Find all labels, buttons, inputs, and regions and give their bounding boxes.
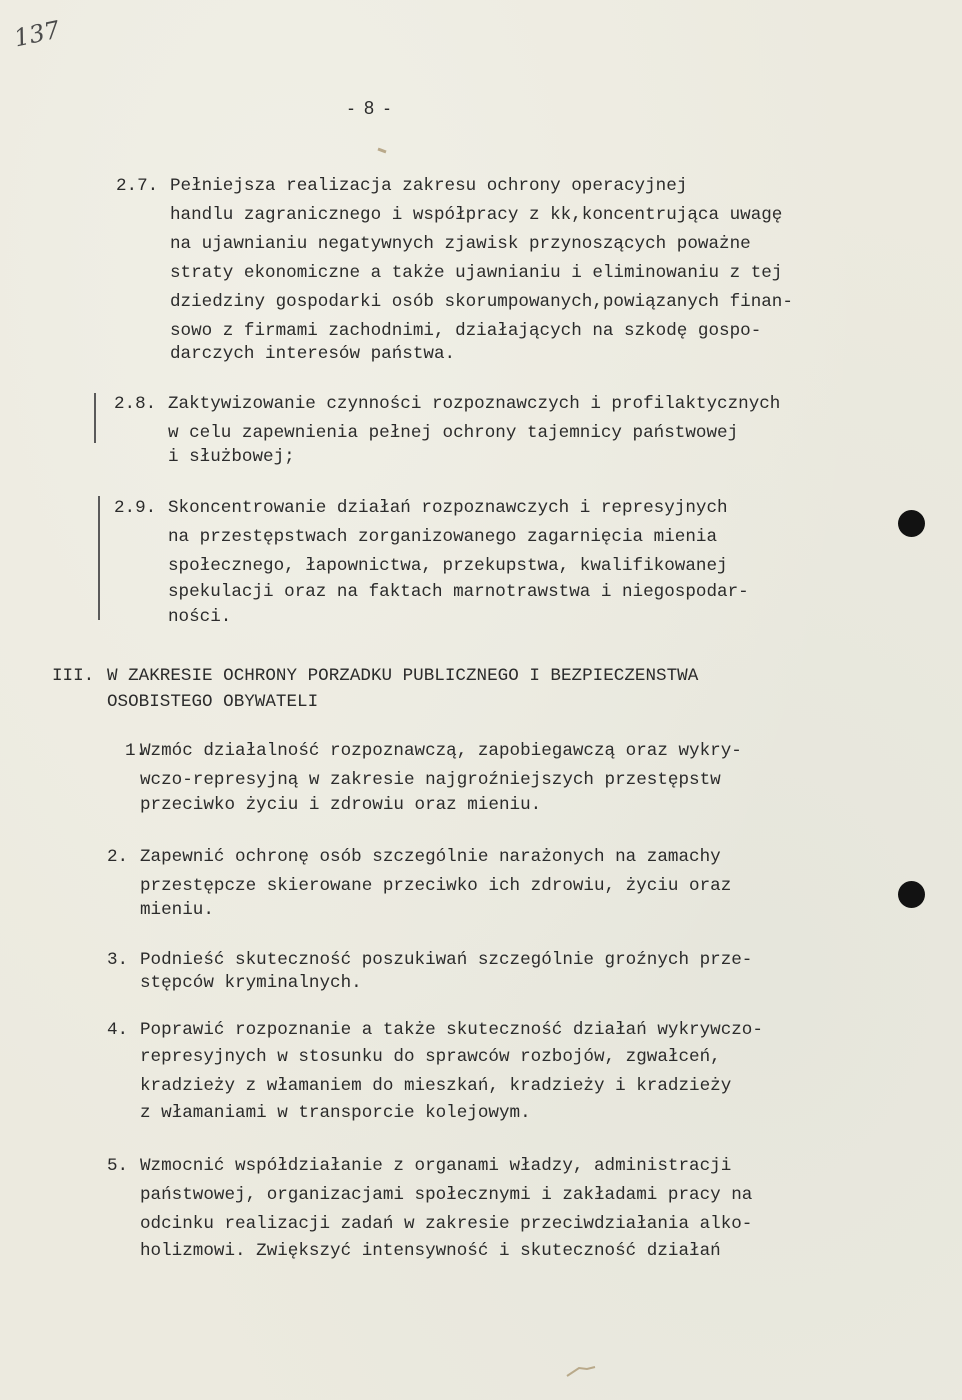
text-line: państwowej, organizacjami społecznymi i zakładami pracy na: [140, 1185, 753, 1205]
text-line: Podnieść skuteczność poszukiwań szczególnie groźnych prze-: [140, 950, 753, 970]
text-line: straty ekonomiczne a także ujawnianiu i eliminowaniu z tej: [170, 263, 783, 283]
item-number: 2.9.: [114, 498, 157, 518]
text-line: przestępcze skierowane przeciwko ich zdrowiu, życiu oraz: [140, 876, 732, 896]
text-line: z włamaniami w transporcie kolejowym.: [140, 1103, 531, 1123]
item-number: 4.: [107, 1020, 129, 1040]
text-line: Poprawić rozpoznanie a także skuteczność działań wykrywczo-: [140, 1020, 763, 1040]
margin-line-mark: [98, 496, 100, 620]
text-line: Zaktywizowanie czynności rozpoznawczych i profilaktycznych: [168, 394, 781, 414]
text-line: darczych interesów państwa.: [170, 344, 456, 364]
text-line: handlu zagranicznego i współpracy z kk,koncentrująca uwagę: [170, 205, 783, 225]
text-line: Wzmocnić współdziałanie z organami władzy, administracji: [140, 1156, 732, 1176]
item-number: 2.8.: [114, 394, 157, 414]
section-heading: OSOBISTEGO OBYWATELI: [107, 692, 319, 712]
text-line: represyjnych w stosunku do sprawców rozbojów, zgwałceń,: [140, 1047, 721, 1067]
text-line: odcinku realizacji zadań w zakresie przeciwdziałania alko-: [140, 1214, 753, 1234]
text-line: w celu zapewnienia pełnej ochrony tajemnicy państwowej: [168, 423, 739, 443]
handwritten-folio-number: 137: [11, 15, 63, 53]
text-line: na ujawnianiu negatywnych zjawisk przynoszących poważne: [170, 234, 751, 254]
text-line: społecznego, łapownictwa, przekupstwa, kwalifikowanej: [168, 556, 728, 576]
section-number: III.: [52, 666, 95, 686]
text-line: dziedziny gospodarki osób skorumpowanych,powiązanych finan-: [170, 292, 793, 312]
item-number: 3.: [107, 950, 129, 970]
text-line: Zapewnić ochronę osób szczególnie narażonych na zamachy: [140, 847, 721, 867]
punch-hole: [898, 510, 925, 537]
item-number: 1.: [125, 741, 147, 761]
section-heading: W ZAKRESIE OCHRONY PORZADKU PUBLICZNEGO I BEZPIECZENSTWA: [107, 666, 699, 686]
text-line: Wzmóc działalność rozpoznawczą, zapobiegawczą oraz wykry-: [140, 741, 742, 761]
text-line: sowo z firmami zachodnimi, działających na szkodę gospo-: [170, 321, 762, 341]
item-number: 5.: [107, 1156, 129, 1176]
text-line: mieniu.: [140, 900, 214, 920]
text-line: Skoncentrowanie działań rozpoznawczych i represyjnych: [168, 498, 728, 518]
text-line: Pełniejsza realizacja zakresu ochrony operacyjnej: [170, 176, 688, 196]
text-line: stępców kryminalnych.: [140, 973, 362, 993]
text-line: wczo-represyjną w zakresie najgroźniejszych przestępstw: [140, 770, 721, 790]
margin-line-mark: [94, 393, 96, 443]
text-line: i służbowej;: [168, 447, 295, 467]
page-number: - 8 -: [348, 98, 391, 118]
item-number: 2.: [107, 847, 129, 867]
text-line: przeciwko życiu i zdrowiu oraz mieniu.: [140, 795, 542, 815]
text-line: ności.: [168, 607, 232, 627]
stain-mark: [565, 1365, 599, 1377]
text-line: holizmowi. Zwiększyć intensywność i skuteczność działań: [140, 1241, 721, 1261]
item-number: 2.7.: [116, 176, 159, 196]
text-line: spekulacji oraz na faktach marnotrawstwa i niegospodar-: [168, 582, 749, 602]
punch-hole: [898, 881, 925, 908]
text-line: na przestępstwach zorganizowanego zagarnięcia mienia: [168, 527, 718, 547]
text-line: kradzieży z włamaniem do mieszkań, kradzieży i kradzieży: [140, 1076, 732, 1096]
stain-mark: [372, 146, 406, 158]
